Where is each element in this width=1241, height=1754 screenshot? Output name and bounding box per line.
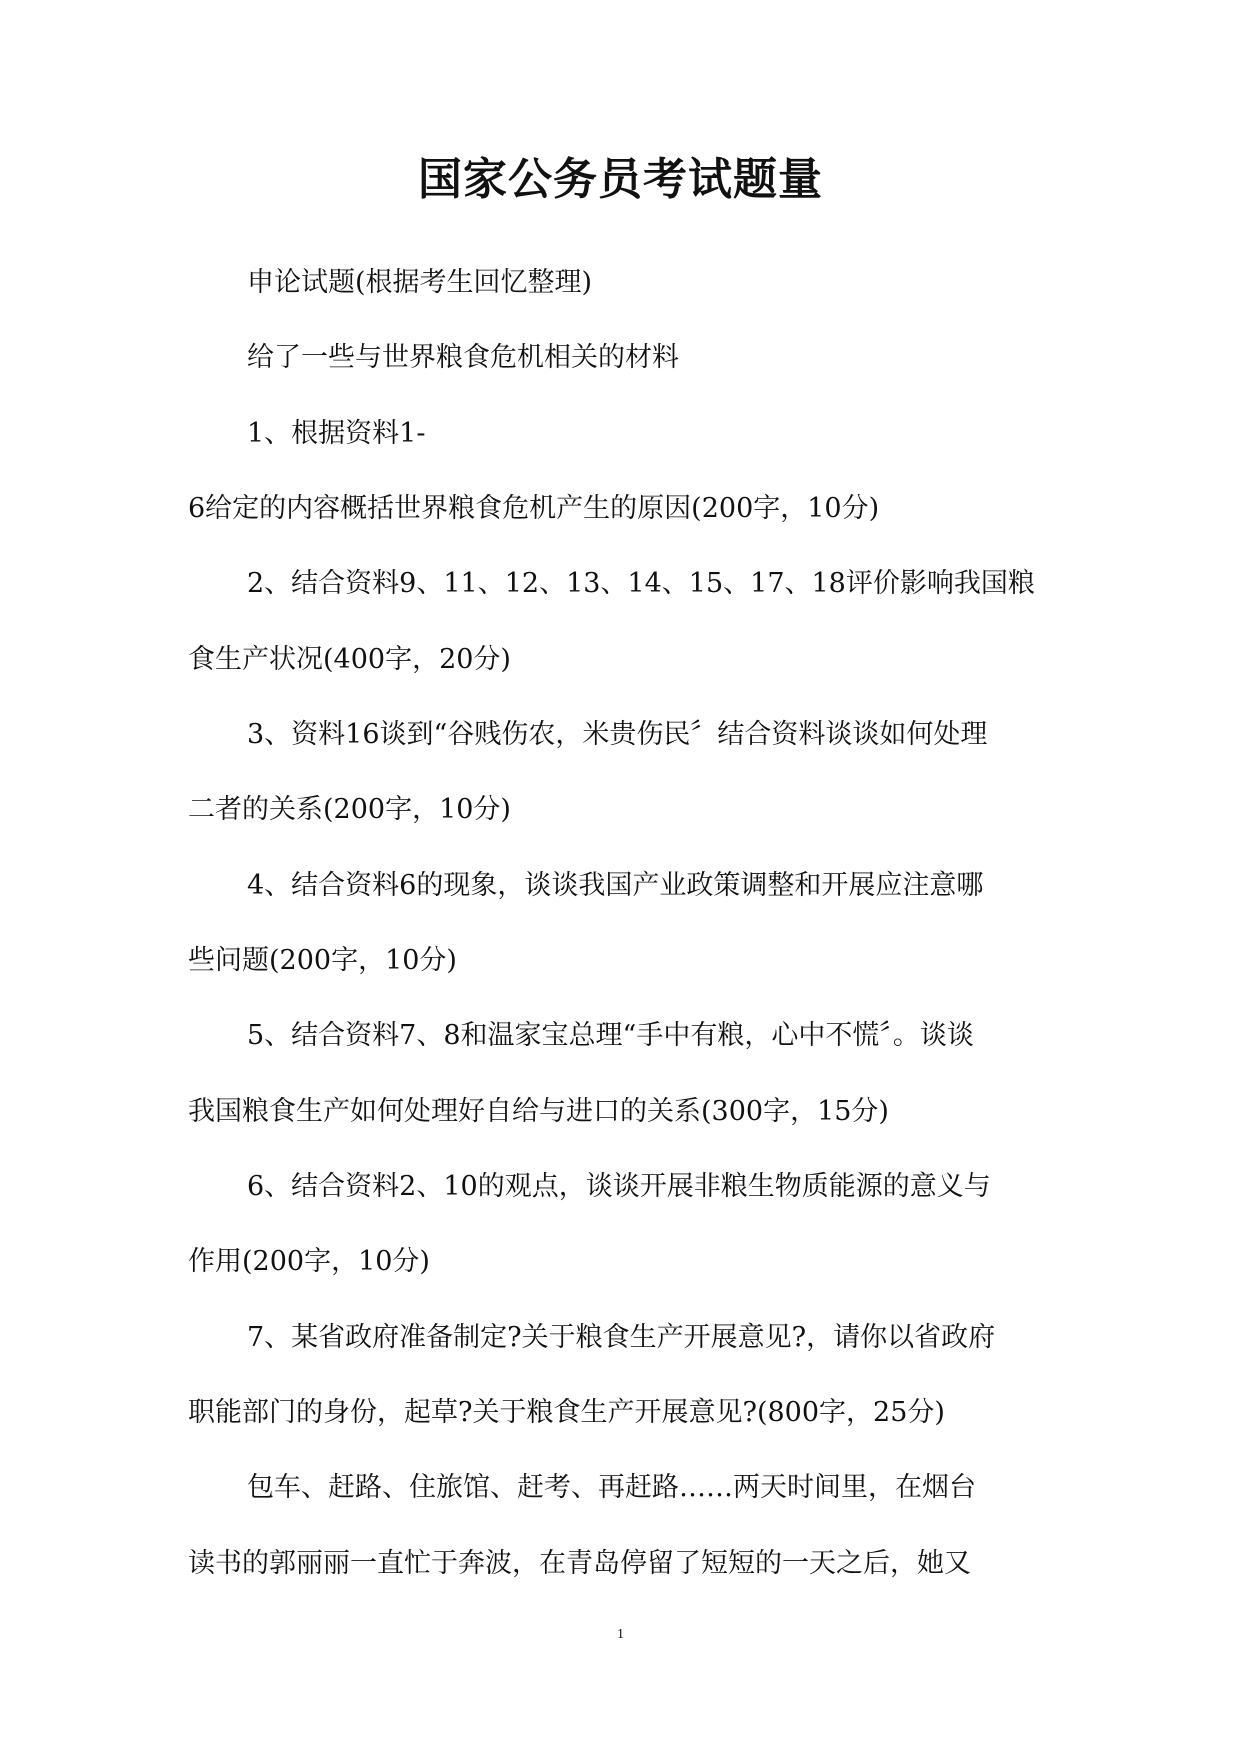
question-2-line-2: 食生产状况(400字，20分) — [188, 644, 511, 675]
paragraph-line: 给了一些与世界粮食危机相关的材料 — [247, 342, 679, 373]
question-4-line-2: 些问题(200字，10分) — [188, 945, 457, 976]
question-6-line-2: 作用(200字，10分) — [188, 1246, 430, 1277]
question-7-line-2: 职能部门的身份，起草?关于粮食生产开展意见?(800字，25分) — [188, 1397, 945, 1428]
question-3-line-1: 3、资料16谈到“谷贱伤农，米贵伤民〞结合资料谈谈如何处理 — [247, 719, 988, 750]
question-3-line-2: 二者的关系(200字，10分) — [188, 794, 511, 825]
question-1-line-2: 6给定的内容概括世界粮食危机产生的原因(200字，10分) — [188, 493, 880, 524]
page-number: 1 — [617, 1627, 624, 1642]
question-5-line-2: 我国粮食生产如何处理好自给与进口的关系(300字，15分) — [188, 1096, 889, 1127]
question-4-line-1: 4、结合资料6的现象，谈谈我国产业政策调整和开展应注意哪 — [247, 870, 984, 901]
document-title: 国家公务员考试题量 — [418, 154, 823, 205]
question-1-line-1: 1、根据资料1- — [247, 418, 426, 449]
question-2-line-1: 2、结合资料9、11、12、13、14、15、17、18评价影响我国粮 — [247, 568, 1035, 599]
question-6-line-1: 6、结合资料2、10的观点，谈谈开展非粮生物质能源的意义与 — [247, 1171, 991, 1202]
section-heading: 申论试题(根据考生回忆整理) — [247, 267, 593, 298]
narrative-line-1: 包车、赶路、住旅馆、赶考、再赶路……两天时间里，在烟台 — [247, 1472, 976, 1503]
question-7-line-1: 7、某省政府准备制定?关于粮食生产开展意见?，请你以省政府 — [247, 1322, 996, 1353]
question-5-line-1: 5、结合资料7、8和温家宝总理“手中有粮，心中不慌〞。谈谈 — [247, 1020, 974, 1051]
narrative-line-2: 读书的郭丽丽一直忙于奔波，在青岛停留了短短的一天之后，她又 — [188, 1548, 971, 1579]
